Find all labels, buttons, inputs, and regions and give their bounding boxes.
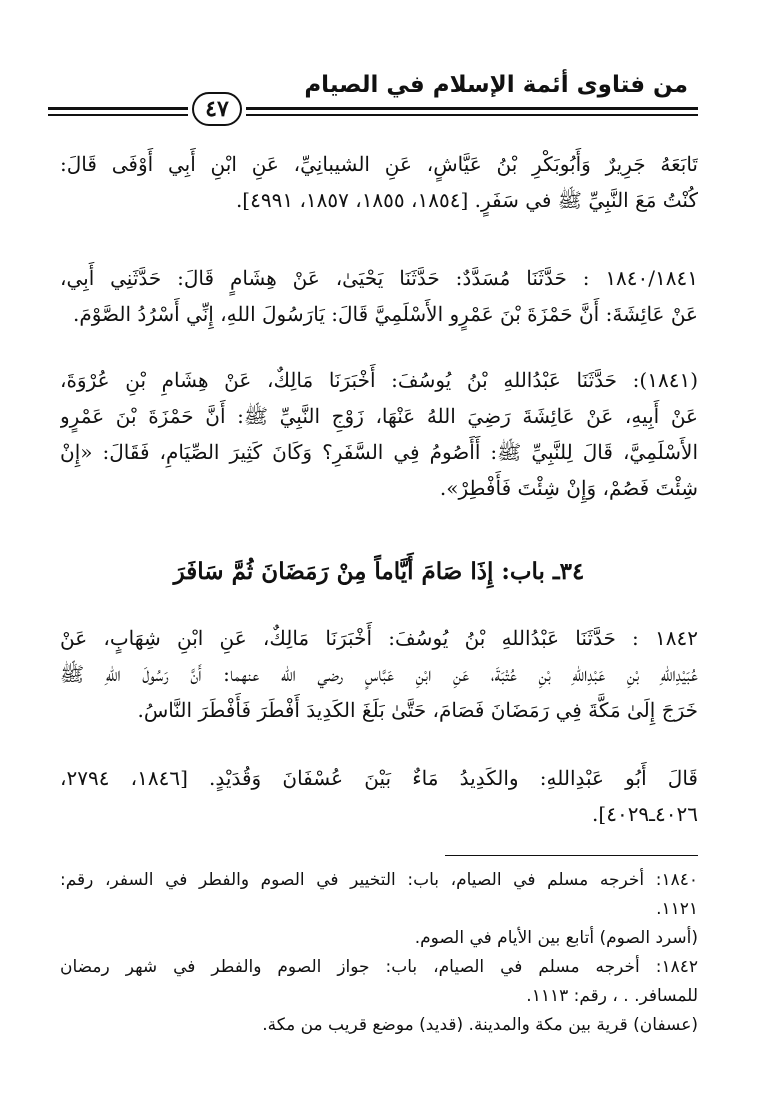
- text-line: عُبَيْدِاللهِ بْنِ عَبْدِاللهِ بْنِ عُتْبَةَ، عَنِ ابْنِ عَبَّاسٍ رضي الله عنهما: أَنَّ رَسُولَ اللهِ ﷺ: [60, 662, 698, 686]
- text-line: عَنْ أَبِيهِ، عَنْ عَائِشَةَ رَضِيَ اللهُ عَنْهَا، زَوْجِ النَّبِيِّ ﷺ: أَنَّ حَمْزَةَ بْنَ عَمْرٍو: [60, 404, 698, 428]
- text-line: ١٨٤٠/١٨٤١ : حَدَّثَنَا مُسَدَّدٌ: حَدَّثَنَا يَحْيَىٰ، عَنْ هِشَامٍ قَالَ: حَدَّثَنِي أَبِي،: [60, 266, 698, 290]
- hadith-1839-continuation: [60, 146, 698, 218]
- footnote-line: (أسرد الصوم) أتابع بين الأيام في الصوم.: [414, 928, 698, 948]
- footnote-line: (عسفان) قرية بين مكة والمدينة. (قديد) موضع قريب من مكة.: [262, 1015, 698, 1035]
- text-line: (١٨٤١): حَدَّثَنَا عَبْدُاللهِ بْنُ يُوسُفَ: أَخْبَرَنَا مَالِكٌ، عَنْ هِشَامِ بْنِ عُرْوَةَ،: [60, 368, 698, 392]
- header-rule-right: [246, 107, 698, 116]
- text-line: ٤٠٢٦ـ٤٠٢٩].: [592, 802, 698, 826]
- text-line: تَابَعَهُ جَرِيرٌ وَأَبُوبَكْرِ بْنُ عَيَّاشٍ، عَنِ الشيبانِيِّ، عَنِ ابْنِ أَبِي أَوْفَى قَالَ:: [60, 152, 698, 176]
- footnote-line: للمسافر. . ، رقم: ١١١٣.: [526, 986, 698, 1006]
- footnote-line: ١٨٤٢: أخرجه مسلم في الصيام، باب: جواز الصوم والفطر في شهر رمضان: [60, 957, 698, 977]
- chapter-heading: ٣٤ـ باب: إِذَا صَامَ أَيَّاماً مِنْ رَمَضَانَ ثُمَّ سَافَرَ: [173, 558, 585, 585]
- footnote-separator: [445, 855, 698, 856]
- abu-abdullah-note: [60, 760, 698, 832]
- text-line: عَنْ عَائِشَةَ: أَنَّ حَمْزَةَ بْنَ عَمْرٍو الأَسْلَمِيَّ قَالَ: يَارَسُولَ اللهِ، إِنِّي أَسْرُدُ الصَّوْمَ.: [72, 302, 698, 326]
- text-line: كُنْتُ مَعَ النَّبِيِّ ﷺ في سَفَرٍ. [١٨٥٤، ١٨٥٥، ١٨٥٧، ٤٩٩١].: [235, 188, 698, 212]
- header-rule-left: [48, 107, 188, 116]
- hadith-1840: [60, 260, 698, 332]
- text-line: قَالَ أَبُو عَبْدِاللهِ: والكَدِيدُ مَاءٌ بَيْنَ عُسْفَانَ وَقُدَيْدٍ. [١٨٤٦، ٢٧٩٤،: [60, 766, 698, 790]
- footnotes: [60, 866, 698, 1040]
- text-line: شِئْتَ فَصُمْ، وَإِنْ شِئْتَ فَأَفْطِرْ».: [439, 476, 698, 500]
- text-line: خَرَجَ إِلَىٰ مَكَّةَ فِي رَمَضَانَ فَصَامَ، حَتَّىٰ بَلَغَ الكَدِيدَ أَفْطَرَ فَأَفْطَرَ النَّاسُ.: [137, 698, 698, 722]
- text-line: الأَسْلَمِيَّ، قَالَ لِلنَّبِيِّ ﷺ: أَأَصُومُ فِي السَّفَرِ؟ وَكَانَ كَثِيرَ الصِّيَامِ، فَقَالَ: «إِنْ: [60, 440, 698, 464]
- text-line: ١٨٤٢ : حَدَّثَنَا عَبْدُاللهِ بْنُ يُوسُفَ: أَخْبَرَنَا مَالِكٌ، عَنِ ابْنِ شِهَابٍ، عَنْ: [60, 626, 698, 650]
- footnote-line: ١١٢١.: [656, 899, 698, 919]
- hadith-1841: [60, 362, 698, 506]
- footnote-line: ١٨٤٠: أخرجه مسلم في الصيام، باب: التخيير في الصوم والفطر في السفر، رقم:: [60, 870, 698, 890]
- running-header-title: من فتاوى أئمة الإسلام في الصيام: [304, 72, 688, 98]
- hadith-1842: [60, 620, 698, 728]
- page-number: ٤٧: [192, 92, 242, 126]
